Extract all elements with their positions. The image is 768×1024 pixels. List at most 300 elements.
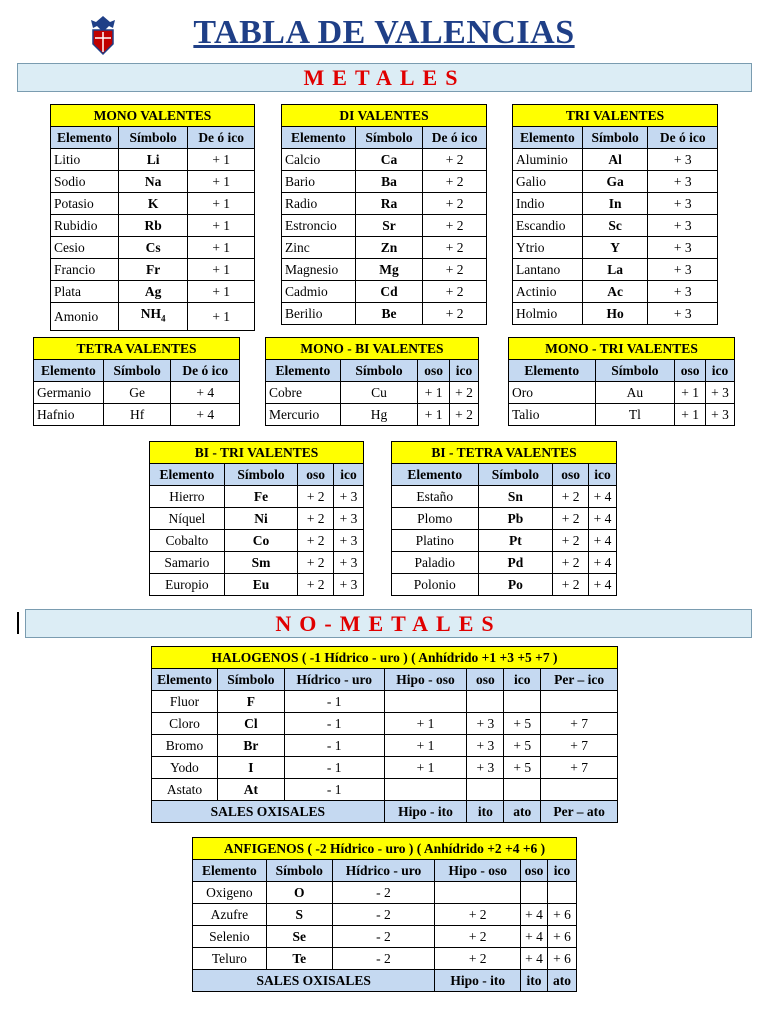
column-header: oso bbox=[467, 669, 504, 691]
footer-cell: ito bbox=[521, 970, 548, 992]
table-cell: + 2 bbox=[423, 193, 487, 215]
table-cell: Germanio bbox=[34, 382, 104, 404]
table-cell: Cobalto bbox=[150, 530, 225, 552]
table-caption: MONO - TRI VALENTES bbox=[509, 338, 735, 360]
table-cell: + 2 bbox=[423, 281, 487, 303]
table-cell: Francio bbox=[51, 259, 119, 281]
table-cell bbox=[521, 882, 548, 904]
table-cell: Sm bbox=[224, 552, 298, 574]
column-header: ico bbox=[548, 860, 577, 882]
mono-bi-valentes-table bbox=[265, 337, 479, 426]
table-cell: + 1 bbox=[188, 259, 255, 281]
table-row bbox=[513, 171, 718, 193]
table-cell: Pd bbox=[478, 552, 553, 574]
table-cell bbox=[504, 779, 541, 801]
table-cell: Escandio bbox=[513, 215, 583, 237]
table-row bbox=[193, 948, 577, 970]
table-cell: Calcio bbox=[282, 149, 356, 171]
column-header: Per – ico bbox=[541, 669, 618, 691]
table-cell: Ca bbox=[355, 149, 423, 171]
column-header: Elemento bbox=[152, 669, 218, 691]
table-cell: Tl bbox=[595, 404, 675, 426]
table-row bbox=[392, 530, 617, 552]
table-cell: + 2 bbox=[298, 574, 334, 596]
table-cell: + 1 bbox=[188, 215, 255, 237]
table-cell: + 1 bbox=[384, 757, 467, 779]
table-cell: + 1 bbox=[675, 382, 706, 404]
table-cell: + 2 bbox=[553, 574, 589, 596]
table-cell: Paladio bbox=[392, 552, 479, 574]
table-cell: + 1 bbox=[188, 303, 255, 331]
table-cell bbox=[541, 691, 618, 713]
table-row bbox=[152, 691, 618, 713]
table-caption: TRI VALENTES bbox=[513, 105, 718, 127]
table-cell: + 4 bbox=[171, 382, 240, 404]
table-cell: + 4 bbox=[589, 552, 617, 574]
table-cell: + 2 bbox=[435, 926, 521, 948]
table-row bbox=[150, 508, 364, 530]
table-cell: - 2 bbox=[332, 926, 435, 948]
table-row bbox=[51, 281, 255, 303]
column-header: oso bbox=[298, 464, 334, 486]
bi-tetra-valentes-table bbox=[391, 441, 617, 596]
table-cell: - 1 bbox=[284, 757, 384, 779]
table-cell: + 1 bbox=[188, 193, 255, 215]
table-cell: + 6 bbox=[548, 948, 577, 970]
table-cell: Amonio bbox=[51, 303, 119, 331]
table-cell: - 1 bbox=[284, 691, 384, 713]
column-header: Símbolo bbox=[118, 127, 188, 149]
table-cell: Cd bbox=[355, 281, 423, 303]
column-header: Hipo - oso bbox=[384, 669, 467, 691]
table-cell: + 5 bbox=[504, 757, 541, 779]
table-cell: Polonio bbox=[392, 574, 479, 596]
table-cell: + 5 bbox=[504, 735, 541, 757]
table-cell: + 3 bbox=[334, 552, 364, 574]
metales-banner: METALES bbox=[17, 63, 752, 92]
table-cell: + 6 bbox=[548, 904, 577, 926]
column-header: ico bbox=[504, 669, 541, 691]
table-cell: Lantano bbox=[513, 259, 583, 281]
table-cell: Teluro bbox=[193, 948, 267, 970]
table-cell: Aluminio bbox=[513, 149, 583, 171]
table-cell: Cobre bbox=[266, 382, 341, 404]
table-row bbox=[51, 237, 255, 259]
column-header: oso bbox=[675, 360, 706, 382]
table-cell: Y bbox=[582, 237, 648, 259]
table-cell: Fr bbox=[118, 259, 188, 281]
table-cell: Ga bbox=[582, 171, 648, 193]
table-cell: + 3 bbox=[467, 735, 504, 757]
table-cell: Zinc bbox=[282, 237, 356, 259]
table-row bbox=[282, 215, 487, 237]
table-cell: Potasio bbox=[51, 193, 119, 215]
table-cell bbox=[504, 691, 541, 713]
table-caption: ANFIGENOS ( -2 Hídrico - uro ) ( Anhídrido +2 +4 +6 ) bbox=[193, 838, 577, 860]
table-row bbox=[509, 404, 735, 426]
table-row bbox=[150, 530, 364, 552]
table-cell: - 2 bbox=[332, 948, 435, 970]
table-cell: Co bbox=[224, 530, 298, 552]
table-cell: - 1 bbox=[284, 735, 384, 757]
table-cell: Ni bbox=[224, 508, 298, 530]
column-header: De ó ico bbox=[648, 127, 718, 149]
table-cell bbox=[435, 882, 521, 904]
table-row bbox=[193, 904, 577, 926]
table-cell: Na bbox=[118, 171, 188, 193]
table-cell: + 3 bbox=[648, 171, 718, 193]
footer-cell: Per – ato bbox=[541, 801, 618, 823]
anfigenos-table bbox=[192, 837, 577, 992]
column-header: ico bbox=[450, 360, 479, 382]
table-cell: Pb bbox=[478, 508, 553, 530]
table-cell: + 1 bbox=[188, 281, 255, 303]
column-header: Símbolo bbox=[582, 127, 648, 149]
sales-oxisales-row bbox=[152, 801, 618, 823]
table-row bbox=[51, 303, 255, 331]
table-cell: Europio bbox=[150, 574, 225, 596]
table-cell: S bbox=[266, 904, 332, 926]
halogenos-table bbox=[151, 646, 618, 823]
table-cell: At bbox=[217, 779, 284, 801]
table-row bbox=[513, 281, 718, 303]
table-cell: Selenio bbox=[193, 926, 267, 948]
table-row bbox=[282, 193, 487, 215]
table-cell: Se bbox=[266, 926, 332, 948]
table-cell: Ytrio bbox=[513, 237, 583, 259]
table-cell: + 2 bbox=[435, 948, 521, 970]
table-cell: + 4 bbox=[521, 904, 548, 926]
footer-cell: Hipo - ito bbox=[384, 801, 467, 823]
table-caption: BI - TRI VALENTES bbox=[150, 442, 364, 464]
column-header: Símbolo bbox=[340, 360, 418, 382]
table-cell: + 3 bbox=[467, 713, 504, 735]
table-cell: - 2 bbox=[332, 904, 435, 926]
table-cell: + 3 bbox=[648, 193, 718, 215]
table-cell: Sodio bbox=[51, 171, 119, 193]
table-cell: + 3 bbox=[334, 486, 364, 508]
table-row bbox=[392, 574, 617, 596]
table-row bbox=[392, 508, 617, 530]
table-cell bbox=[384, 779, 467, 801]
table-cell: Ba bbox=[355, 171, 423, 193]
table-cell: + 1 bbox=[418, 404, 450, 426]
table-cell: Br bbox=[217, 735, 284, 757]
table-cell: + 1 bbox=[188, 171, 255, 193]
table-cell bbox=[384, 691, 467, 713]
table-cell: Pt bbox=[478, 530, 553, 552]
table-row bbox=[34, 404, 240, 426]
table-cell: + 2 bbox=[298, 530, 334, 552]
table-cell: Litio bbox=[51, 149, 119, 171]
table-cell: + 4 bbox=[589, 508, 617, 530]
sales-oxisales-row bbox=[193, 970, 577, 992]
column-header: Elemento bbox=[51, 127, 119, 149]
table-cell: K bbox=[118, 193, 188, 215]
table-cell: + 2 bbox=[298, 486, 334, 508]
table-cell: Galio bbox=[513, 171, 583, 193]
table-cell: Estaño bbox=[392, 486, 479, 508]
table-cell: Ra bbox=[355, 193, 423, 215]
table-cell: Plomo bbox=[392, 508, 479, 530]
column-header: Hídrico - uro bbox=[284, 669, 384, 691]
table-cell: Estroncio bbox=[282, 215, 356, 237]
table-cell: + 4 bbox=[521, 948, 548, 970]
column-header: De ó ico bbox=[188, 127, 255, 149]
column-header: Elemento bbox=[150, 464, 225, 486]
table-cell: + 7 bbox=[541, 713, 618, 735]
column-header: De ó ico bbox=[171, 360, 240, 382]
table-cell: + 2 bbox=[450, 382, 479, 404]
table-cell: + 1 bbox=[418, 382, 450, 404]
table-row bbox=[266, 404, 479, 426]
tri-valentes-table bbox=[512, 104, 718, 325]
table-cell: + 3 bbox=[706, 382, 735, 404]
table-cell: + 2 bbox=[423, 237, 487, 259]
table-cell: Níquel bbox=[150, 508, 225, 530]
table-cell: + 2 bbox=[553, 486, 589, 508]
table-cell: Platino bbox=[392, 530, 479, 552]
table-cell: Au bbox=[595, 382, 675, 404]
column-header: Elemento bbox=[266, 360, 341, 382]
table-row bbox=[509, 382, 735, 404]
column-header: Símbolo bbox=[478, 464, 553, 486]
table-cell: Be bbox=[355, 303, 423, 325]
table-cell: Astato bbox=[152, 779, 218, 801]
table-cell: Rubidio bbox=[51, 215, 119, 237]
table-cell: + 2 bbox=[553, 552, 589, 574]
table-caption: HALOGENOS ( -1 Hídrico - uro ) ( Anhídrido +1 +3 +5 +7 ) bbox=[152, 647, 618, 669]
column-header: oso bbox=[553, 464, 589, 486]
table-cell: + 4 bbox=[521, 926, 548, 948]
column-header: Hipo - oso bbox=[435, 860, 521, 882]
table-row bbox=[513, 303, 718, 325]
table-cell: + 3 bbox=[648, 237, 718, 259]
column-header: Elemento bbox=[193, 860, 267, 882]
table-row bbox=[150, 552, 364, 574]
table-cell: Azufre bbox=[193, 904, 267, 926]
table-row bbox=[513, 237, 718, 259]
table-cell: + 1 bbox=[188, 149, 255, 171]
table-cell: Sr bbox=[355, 215, 423, 237]
table-row bbox=[150, 574, 364, 596]
table-cell: In bbox=[582, 193, 648, 215]
table-cell: + 2 bbox=[298, 552, 334, 574]
table-cell: + 5 bbox=[504, 713, 541, 735]
table-cell: Mg bbox=[355, 259, 423, 281]
table-row bbox=[392, 552, 617, 574]
table-row bbox=[282, 149, 487, 171]
table-row bbox=[513, 259, 718, 281]
table-cell: Berilio bbox=[282, 303, 356, 325]
table-cell: La bbox=[582, 259, 648, 281]
table-cell: Cloro bbox=[152, 713, 218, 735]
tetra-valentes-table bbox=[33, 337, 240, 426]
table-cell: Hierro bbox=[150, 486, 225, 508]
table-cell: + 1 bbox=[675, 404, 706, 426]
table-cell: + 6 bbox=[548, 926, 577, 948]
table-cell: Yodo bbox=[152, 757, 218, 779]
table-cell: + 4 bbox=[589, 486, 617, 508]
table-cell: Fe bbox=[224, 486, 298, 508]
table-cell: Po bbox=[478, 574, 553, 596]
footer-cell: SALES OXISALES bbox=[152, 801, 385, 823]
table-cell: Oro bbox=[509, 382, 596, 404]
table-row bbox=[193, 882, 577, 904]
column-header: ico bbox=[706, 360, 735, 382]
table-cell bbox=[467, 779, 504, 801]
table-row bbox=[152, 735, 618, 757]
page-title: TABLA DE VALENCIAS bbox=[193, 14, 575, 51]
table-cell: Bario bbox=[282, 171, 356, 193]
table-cell: + 3 bbox=[467, 757, 504, 779]
table-cell: Oxigeno bbox=[193, 882, 267, 904]
footer-cell: ato bbox=[504, 801, 541, 823]
column-header: Símbolo bbox=[103, 360, 171, 382]
table-cell: O bbox=[266, 882, 332, 904]
table-row bbox=[282, 171, 487, 193]
table-cell: + 2 bbox=[553, 508, 589, 530]
table-cell: + 7 bbox=[541, 757, 618, 779]
footer-cell: Hipo - ito bbox=[435, 970, 521, 992]
table-row bbox=[51, 171, 255, 193]
table-cell: + 3 bbox=[648, 259, 718, 281]
mono-valentes-table bbox=[50, 104, 255, 331]
left-margin-bar bbox=[17, 612, 19, 634]
table-cell: Plata bbox=[51, 281, 119, 303]
table-cell: Cs bbox=[118, 237, 188, 259]
table-cell: + 2 bbox=[435, 904, 521, 926]
table-cell: Bromo bbox=[152, 735, 218, 757]
di-valentes-table bbox=[281, 104, 487, 325]
table-cell: Mercurio bbox=[266, 404, 341, 426]
table-row bbox=[150, 486, 364, 508]
table-row bbox=[34, 382, 240, 404]
table-cell: Zn bbox=[355, 237, 423, 259]
table-cell: + 2 bbox=[423, 259, 487, 281]
table-cell: + 4 bbox=[171, 404, 240, 426]
table-cell: Talio bbox=[509, 404, 596, 426]
table-cell: Actinio bbox=[513, 281, 583, 303]
table-row bbox=[392, 486, 617, 508]
table-cell: + 1 bbox=[384, 735, 467, 757]
column-header: Elemento bbox=[34, 360, 104, 382]
table-cell: Samario bbox=[150, 552, 225, 574]
table-cell bbox=[548, 882, 577, 904]
table-cell: + 2 bbox=[423, 303, 487, 325]
table-cell: - 2 bbox=[332, 882, 435, 904]
table-row bbox=[513, 215, 718, 237]
table-row bbox=[193, 926, 577, 948]
column-header: Símbolo bbox=[355, 127, 423, 149]
table-cell: + 3 bbox=[334, 508, 364, 530]
table-cell: Ge bbox=[103, 382, 171, 404]
table-cell: Rb bbox=[118, 215, 188, 237]
table-cell: Li bbox=[118, 149, 188, 171]
table-row bbox=[152, 757, 618, 779]
table-cell bbox=[541, 779, 618, 801]
table-cell: + 2 bbox=[553, 530, 589, 552]
table-caption: DI VALENTES bbox=[282, 105, 487, 127]
table-cell: Al bbox=[582, 149, 648, 171]
table-cell: Ac bbox=[582, 281, 648, 303]
table-cell: Radio bbox=[282, 193, 356, 215]
table-cell: Ho bbox=[582, 303, 648, 325]
table-cell: $NH_4$ bbox=[118, 303, 188, 331]
table-cell: + 2 bbox=[423, 171, 487, 193]
table-row bbox=[282, 303, 487, 325]
column-header: Símbolo bbox=[217, 669, 284, 691]
table-row bbox=[152, 779, 618, 801]
table-row bbox=[51, 215, 255, 237]
table-row bbox=[266, 382, 479, 404]
table-row bbox=[51, 259, 255, 281]
table-cell: + 3 bbox=[648, 303, 718, 325]
table-cell: + 3 bbox=[334, 530, 364, 552]
table-cell: + 3 bbox=[648, 281, 718, 303]
subscript: 4 bbox=[160, 313, 166, 324]
column-header: Símbolo bbox=[224, 464, 298, 486]
table-row bbox=[282, 237, 487, 259]
column-header: Elemento bbox=[392, 464, 479, 486]
footer-cell: ato bbox=[548, 970, 577, 992]
table-row bbox=[282, 281, 487, 303]
table-cell: Hf bbox=[103, 404, 171, 426]
table-cell: + 4 bbox=[589, 574, 617, 596]
column-header: Hídrico - uro bbox=[332, 860, 435, 882]
table-cell: Hafnio bbox=[34, 404, 104, 426]
table-cell: + 7 bbox=[541, 735, 618, 757]
table-cell: - 1 bbox=[284, 713, 384, 735]
table-cell: Magnesio bbox=[282, 259, 356, 281]
column-header: Símbolo bbox=[595, 360, 675, 382]
table-cell: + 3 bbox=[648, 149, 718, 171]
table-cell: Hg bbox=[340, 404, 418, 426]
no-metales-banner: NO-METALES bbox=[25, 609, 752, 638]
column-header: ico bbox=[589, 464, 617, 486]
column-header: De ó ico bbox=[423, 127, 487, 149]
table-row bbox=[152, 713, 618, 735]
table-row bbox=[51, 149, 255, 171]
footer-cell: ito bbox=[467, 801, 504, 823]
table-cell: Sc bbox=[582, 215, 648, 237]
table-cell: Cl bbox=[217, 713, 284, 735]
table-cell: + 2 bbox=[450, 404, 479, 426]
table-cell: + 3 bbox=[648, 215, 718, 237]
table-cell: Ag bbox=[118, 281, 188, 303]
table-cell: Sn bbox=[478, 486, 553, 508]
bi-tri-valentes-table bbox=[149, 441, 364, 596]
table-cell: + 2 bbox=[423, 149, 487, 171]
table-cell: Holmio bbox=[513, 303, 583, 325]
table-cell: + 2 bbox=[423, 215, 487, 237]
table-cell: F bbox=[217, 691, 284, 713]
table-cell: + 1 bbox=[188, 237, 255, 259]
table-cell: I bbox=[217, 757, 284, 779]
table-cell: - 1 bbox=[284, 779, 384, 801]
table-cell: Te bbox=[266, 948, 332, 970]
table-caption: MONO VALENTES bbox=[51, 105, 255, 127]
table-caption: TETRA VALENTES bbox=[34, 338, 240, 360]
table-row bbox=[282, 259, 487, 281]
column-header: Elemento bbox=[509, 360, 596, 382]
table-cell: Cu bbox=[340, 382, 418, 404]
table-cell: + 3 bbox=[334, 574, 364, 596]
table-row bbox=[51, 193, 255, 215]
table-cell: Eu bbox=[224, 574, 298, 596]
table-cell: + 2 bbox=[298, 508, 334, 530]
table-cell: Fluor bbox=[152, 691, 218, 713]
